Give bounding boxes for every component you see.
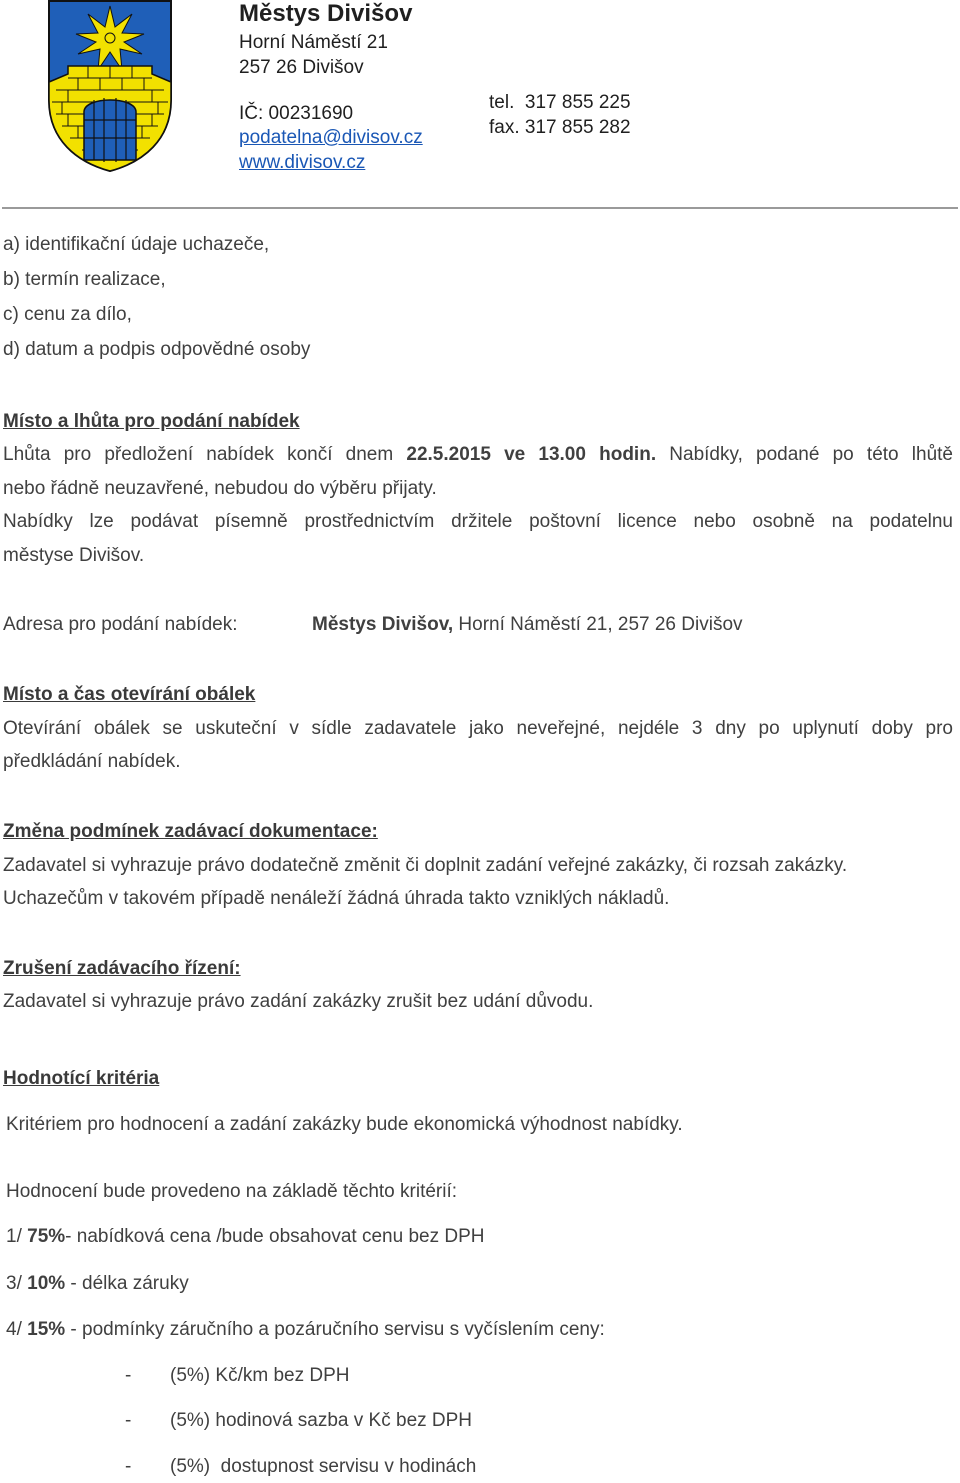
submission-address-value: Městys Divišov, Horní Náměstí 21, 257 26 Divišov (312, 614, 743, 635)
deadline-paragraph-line-3: Nabídky lze podávat písemně prostřednictvím držitele poštovní licence nebo osobně na podatelnu (3, 511, 953, 532)
cancel-paragraph: Zadavatel si vyhrazuje právo zadání zakázky zrušit bez udání důvodu. (3, 991, 594, 1012)
header-divider (2, 207, 958, 209)
deadline-paragraph-line-2: nebo řádně neuzavřené, nebudou do výběru přijaty. (3, 478, 437, 499)
sub-criterion-dash: - (125, 1410, 132, 1431)
website-link[interactable]: www.divisov.cz (239, 152, 366, 173)
section-heading-cancel: Zrušení zadávacího řízení: (3, 958, 241, 979)
section-heading-criteria: Hodnotící kritéria (3, 1068, 160, 1089)
municipal-crest-logo (48, 0, 172, 172)
submission-address-label: Adresa pro podání nabídek: (3, 614, 238, 635)
org-name: Městys Divišov (239, 0, 413, 27)
criteria-intro: Kritériem pro hodnocení a zadání zakázky bude ekonomická výhodnost nabídky. (6, 1114, 683, 1135)
sub-criterion-dash: - (125, 1456, 132, 1477)
sub-criterion: (5%) dostupnost servisu v hodinách (170, 1456, 477, 1477)
section-heading-change: Změna podmínek zadávací dokumentace: (3, 821, 378, 842)
address-line-1: Horní Náměstí 21 (239, 32, 388, 53)
criterion-1: 1/ 75%- nabídková cena /bude obsahovat cenu bez DPH (6, 1226, 485, 1247)
list-item: b) termín realizace, (3, 269, 166, 290)
criterion-3: 4/ 15% - podmínky záručního a pozáručního servisu s vyčíslením ceny: (6, 1319, 605, 1340)
section-heading-opening: Místo a čas otevírání obálek (3, 684, 256, 705)
deadline-paragraph-line-1: Lhůta pro předložení nabídek končí dnem 22.5.2015 ve 13.00 hodin. Nabídky, podané po této lhůtě (3, 444, 954, 465)
change-paragraph-line-2: Uchazečům v takovém případě nenáleží žádná úhrada takto vzniklých nákladů. (3, 888, 670, 909)
list-item: c) cenu za dílo, (3, 304, 132, 325)
sub-criterion: (5%) hodinová sazba v Kč bez DPH (170, 1410, 473, 1431)
list-item: d) datum a podpis odpovědné osoby (3, 339, 311, 360)
sub-criterion: (5%) Kč/km bez DPH (170, 1365, 350, 1386)
fax-number: fax. 317 855 282 (489, 117, 631, 138)
email-link[interactable]: podatelna@divisov.cz (239, 127, 423, 148)
change-paragraph-line-1: Zadavatel si vyhrazuje právo dodatečně změnit či doplnit zadání veřejné zakázky, či rozsah zakázky. (3, 855, 848, 876)
sub-criterion-dash: - (125, 1365, 132, 1386)
list-item: a) identifikační údaje uchazeče, (3, 234, 270, 255)
section-heading-deadline: Místo a lhůta pro podání nabídek (3, 411, 300, 432)
address-line-2: 257 26 Divišov (239, 57, 364, 78)
deadline-paragraph-line-4: městyse Divišov. (3, 545, 145, 566)
opening-paragraph-line-1: Otevírání obálek se uskuteční v sídle zadavatele jako neveřejné, nejdéle 3 dny po uplynutí doby pro (3, 718, 953, 739)
phone-number: tel. 317 855 225 (489, 92, 631, 113)
opening-paragraph-line-2: předkládání nabídek. (3, 751, 181, 772)
deadline-date: 22.5.2015 ve 13.00 hodin. (406, 444, 657, 465)
criterion-2: 3/ 10% - délka záruky (6, 1273, 189, 1294)
company-id: IČ: 00231690 (239, 103, 354, 124)
criteria-intro-2: Hodnocení bude provedeno na základě těchto kritérií: (6, 1181, 458, 1202)
